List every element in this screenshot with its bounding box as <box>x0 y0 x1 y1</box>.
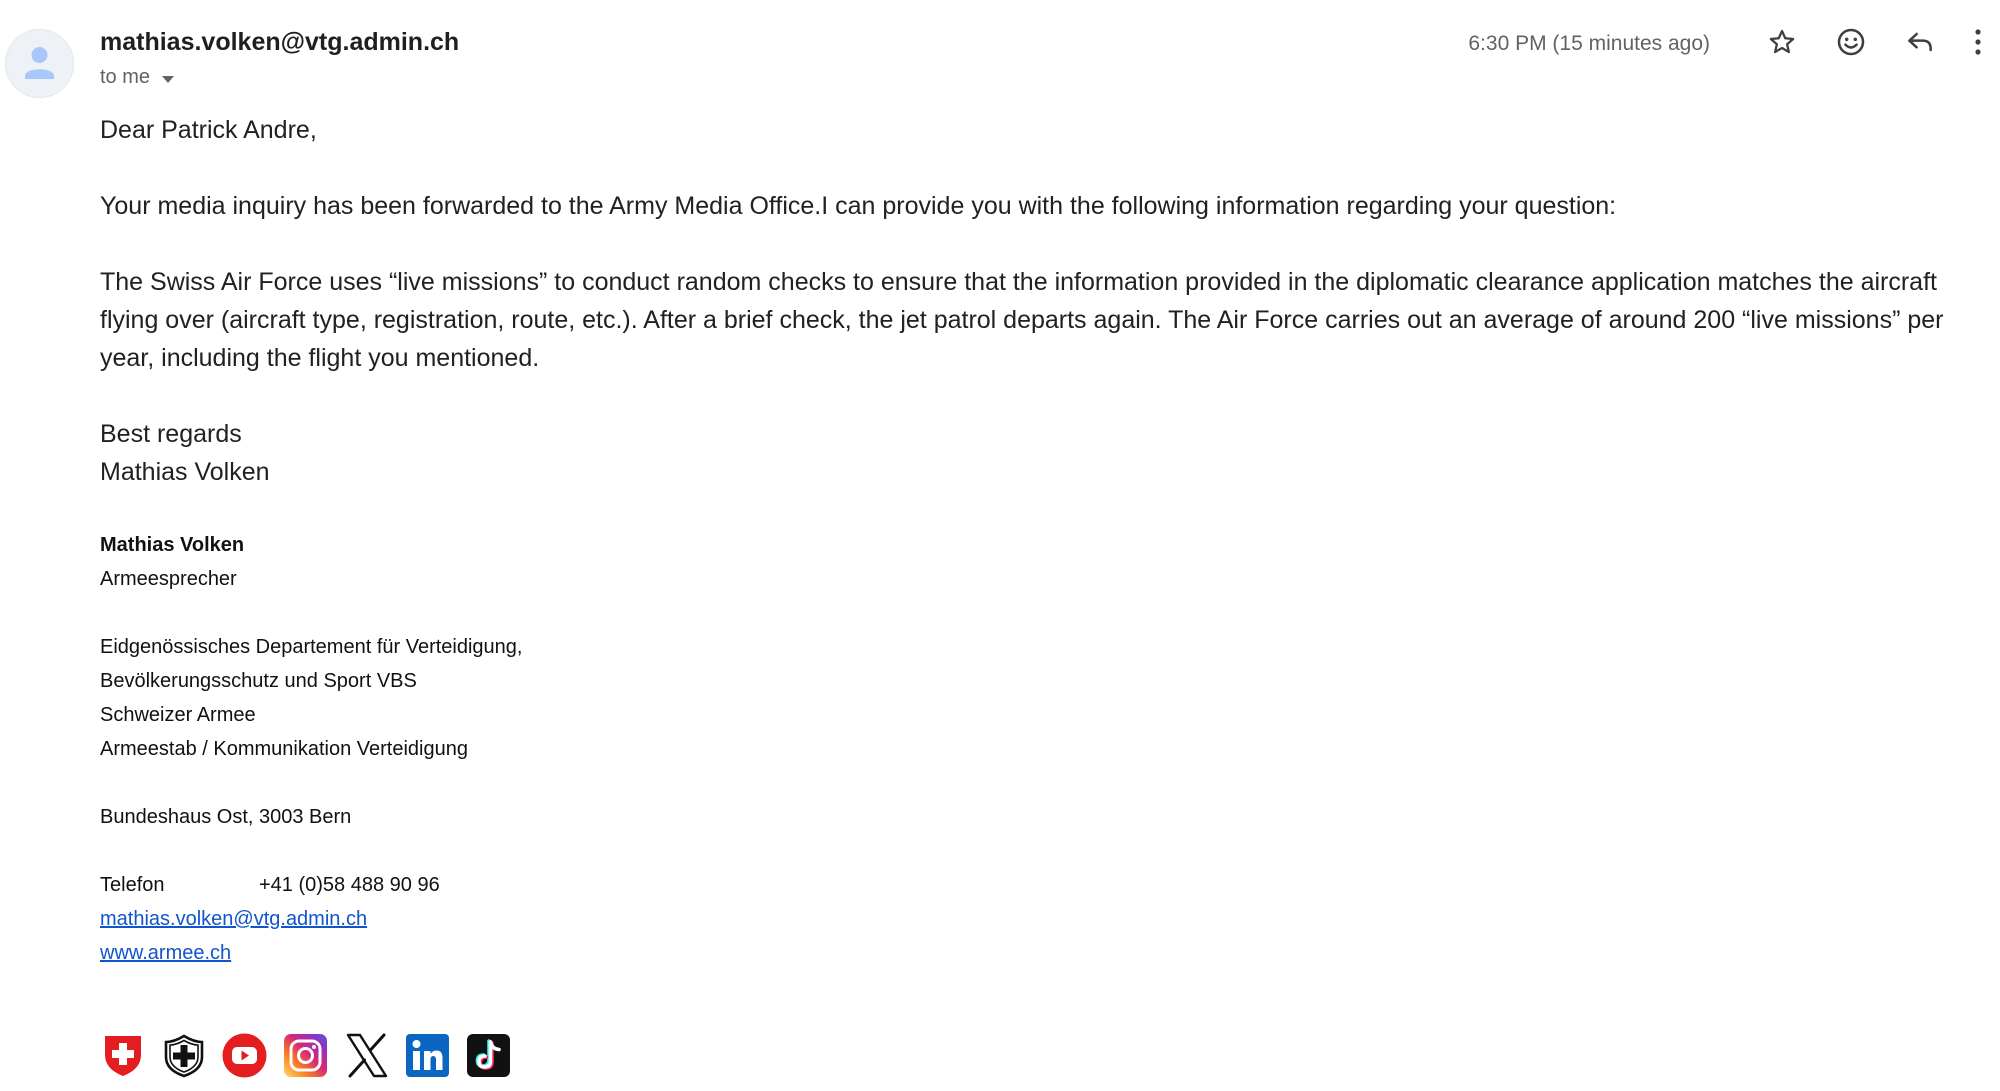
sender-avatar[interactable] <box>5 29 74 98</box>
x-icon <box>345 1033 389 1078</box>
person-icon <box>6 30 73 97</box>
signature-org-line: Schweizer Armee <box>100 704 256 726</box>
phone-value: +41 (0)58 488 90 96 <box>259 874 440 896</box>
instagram-icon <box>283 1033 328 1078</box>
paragraph-1: Your media inquiry has been forwarded to the Army Media Office.I can provide you with the following information regarding your question: <box>100 192 1617 220</box>
army-shield-link[interactable] <box>161 1033 206 1078</box>
more-vert-icon <box>1974 28 1982 56</box>
linkedin-link[interactable] <box>405 1033 450 1078</box>
youtube-link[interactable] <box>222 1033 267 1078</box>
linkedin-icon <box>405 1033 450 1078</box>
signature-role: Armeesprecher <box>100 568 237 590</box>
signature-name: Mathias Volken <box>100 534 245 556</box>
social-icons-row <box>100 1033 511 1078</box>
tiktok-link[interactable] <box>466 1033 511 1078</box>
youtube-icon <box>222 1033 267 1078</box>
swiss-shield-icon <box>103 1033 143 1078</box>
signature-website-link[interactable]: www.armee.ch <box>100 942 232 964</box>
signature-address: Bundeshaus Ost, 3003 Bern <box>100 806 352 828</box>
email-signature <box>100 528 522 970</box>
signature-org-line: Armeestab / Kommunikation Verteidigung <box>100 738 468 760</box>
recipient-label: to me <box>100 66 151 88</box>
phone-label: Telefon <box>100 874 165 896</box>
email-paragraph-2 <box>100 263 1980 377</box>
emoji-icon <box>1835 26 1867 58</box>
paragraph-2: The Swiss Air Force uses “live missions” to conduct random checks to ensure that the information provided in the diplomatic clearance application matches the aircraft flying over (aircraft type, registration, route, etc.). After a brief check, the jet patrol departs again. The Air Force carries out an average of around 200 “live missions” per year, including the flight you mentioned. <box>100 268 1944 372</box>
caret-down-icon <box>162 76 174 83</box>
closing: Best regards <box>100 420 242 448</box>
army-shield-icon <box>162 1033 206 1078</box>
more-options-button[interactable] <box>1962 22 1994 62</box>
star-button[interactable] <box>1762 22 1802 62</box>
email-body <box>100 111 1980 149</box>
signature-org-line: Eidgenössisches Departement für Verteidigung, <box>100 636 523 658</box>
signature-phone-row <box>100 868 522 902</box>
greeting: Dear Patrick Andre, <box>100 116 317 144</box>
swiss-shield-link[interactable] <box>100 1033 145 1078</box>
sender-email[interactable]: mathias.volken@vtg.admin.ch <box>100 28 460 56</box>
reply-button[interactable] <box>1900 22 1940 62</box>
email-timestamp: 6:30 PM (15 minutes ago) <box>1468 32 1710 55</box>
recipient-dropdown[interactable] <box>100 66 174 89</box>
email-paragraph-1 <box>100 187 1980 225</box>
email-closing <box>100 415 1980 491</box>
add-reaction-button[interactable] <box>1831 22 1871 62</box>
reply-icon <box>1904 26 1936 58</box>
signature-email-link[interactable]: mathias.volken@vtg.admin.ch <box>100 908 368 930</box>
instagram-link[interactable] <box>283 1033 328 1078</box>
tiktok-icon <box>466 1033 511 1078</box>
closing-name: Mathias Volken <box>100 458 270 486</box>
star-icon <box>1767 27 1797 57</box>
x-link[interactable] <box>344 1033 389 1078</box>
signature-org-line: Bevölkerungsschutz und Sport VBS <box>100 670 417 692</box>
